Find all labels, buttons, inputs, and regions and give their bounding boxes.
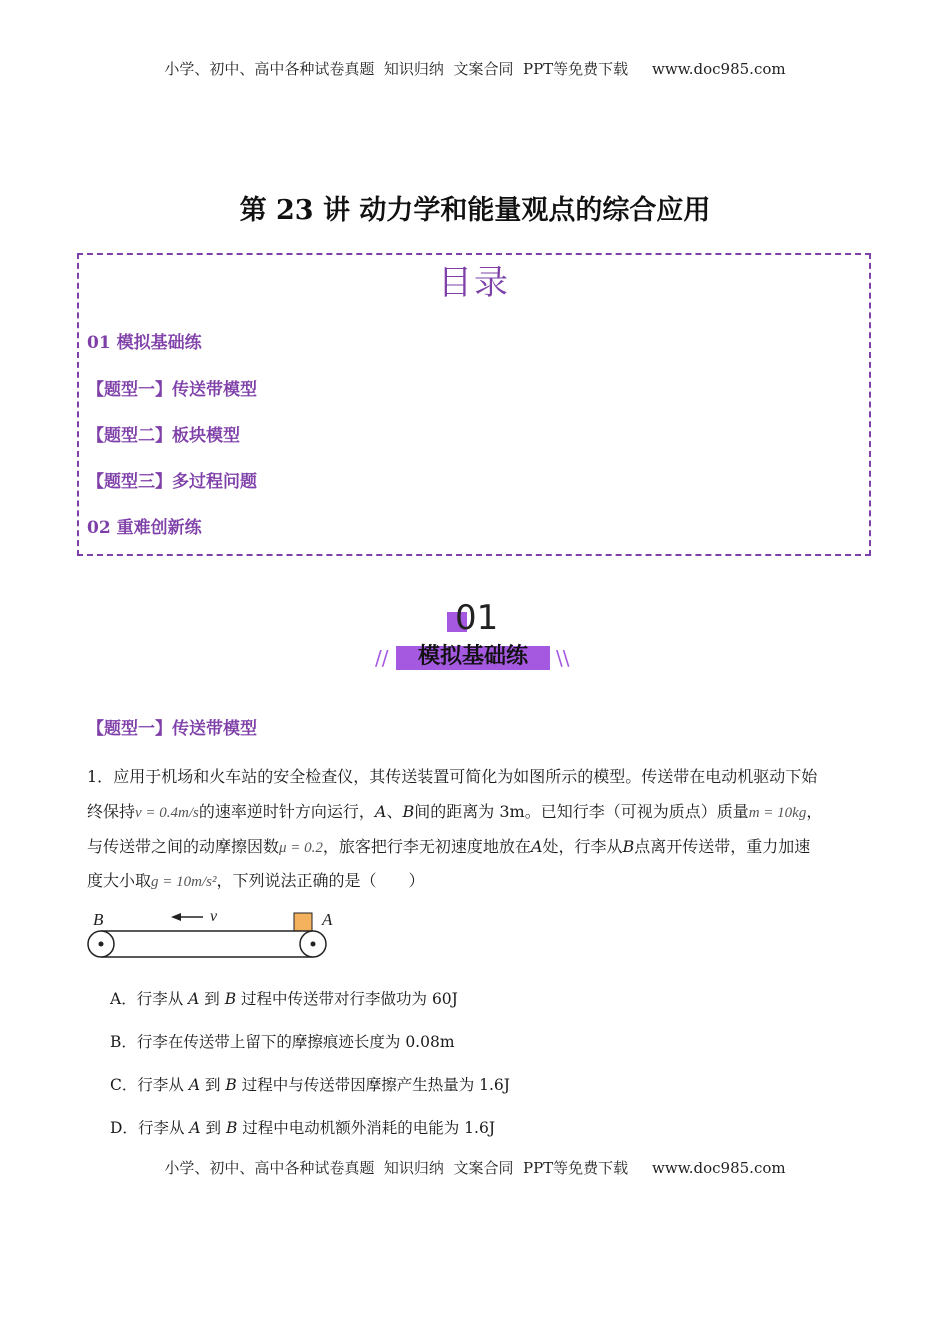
question-number: 1． [87,767,114,786]
point-b-ref: B [225,1076,237,1094]
option-letter: C． [110,1076,138,1094]
option-d[interactable] [110,1111,900,1145]
point-a-ref: A [189,1119,201,1137]
page-title: 第 23 讲 动力学和能量观点的综合应用 [239,195,711,226]
q-text: 与传送带之间的动摩擦因数 [87,837,280,856]
q-text: 的速率逆时针方向运行， [198,802,375,821]
option-letter: D． [110,1119,138,1137]
option-a[interactable] [110,982,900,1016]
math-friction: μ = 0.2 [279,840,323,856]
math-gravity: g = 10m/s² [151,874,217,890]
toc-item-type-three[interactable]: 【题型三】多过程问题 [87,472,257,492]
option-text: 行李从 [137,1076,189,1094]
point-b-ref: B [224,990,237,1008]
page-footer: 小学、初中、高中各种试卷真题 知识归纳 文案合同 PPT等免费下载 www.doc985.com [164,1159,786,1177]
q-text: 、 [386,802,403,821]
option-text: 过程中传送带对行李做功为 60J [236,990,458,1008]
toc-item-type-one[interactable]: 【题型一】传送带模型 [87,380,257,400]
point-b-ref: B [622,837,635,856]
toc-item-advanced-practice[interactable]: 02 重难创新练 [87,518,202,538]
point-a-ref: A [530,837,543,856]
option-text: 到 [199,990,225,1008]
q-text: 处，行李从 [542,837,623,856]
option-text: 行李从 [136,990,189,1008]
q-text: ，下列说法正确的是（ ） [216,871,425,890]
option-text: 过程中与传送带因摩擦产生热量为 1.6J [236,1076,510,1094]
luggage-box [294,913,312,931]
math-velocity: v = 0.4m/s [135,805,199,821]
toc-item-basic-practice[interactable]: 01 模拟基础练 [87,333,202,353]
decorative-slash-left: // [375,646,389,670]
question-line-3 [87,830,877,865]
q-text: 终保持 [87,802,136,821]
point-a-ref: A [374,802,387,821]
option-text: 到 [200,1119,226,1137]
question-text-1: 应用于机场和火车站的安全检查仪，其传送装置可简化为如图所示的模型。传送带在电动机驱动下始 [113,767,818,786]
conveyor-diagram [85,905,335,965]
math-mass: m = 10kg [748,805,807,821]
point-b-ref: B [402,802,415,821]
toc-heading: 目录 [438,263,510,303]
q-text: 间的距离为 3m。已知行李（可视为质点）质量 [414,802,749,821]
label-b: B [93,910,104,929]
question-line-4 [87,864,877,899]
question-line-2 [87,795,877,830]
q-text: ，旅客把行李无初速度地放在 [322,837,531,856]
option-letter: A． [110,990,137,1008]
option-text: 行李从 [137,1119,190,1137]
question-line-1 [87,760,877,794]
option-c[interactable] [110,1068,900,1102]
velocity-arrowhead [171,913,181,921]
point-b-ref: B [225,1119,238,1137]
label-v: v [210,908,218,925]
section-badge-number: 01 [455,598,499,638]
point-a-ref: A [188,1076,201,1094]
q-text: 度大小取 [87,871,152,890]
q-text: 点离开传送带，重力加速 [634,837,811,856]
section-heading: 【题型一】传送带模型 [87,719,257,739]
option-b[interactable] [110,1025,900,1059]
option-text: 到 [200,1076,226,1094]
label-a: A [322,910,333,929]
decorative-slash-right: \\ [556,646,570,670]
left-pulley-axle [99,942,104,947]
q-text: ， [806,802,823,821]
right-pulley-axle [311,942,316,947]
option-letter: B． [110,1033,137,1051]
option-text: 行李在传送带上留下的摩擦痕迹长度为 0.08m [136,1033,455,1051]
section-badge-label: 模拟基础练 [417,644,528,669]
page-header: 小学、初中、高中各种试卷真题 知识归纳 文案合同 PPT等免费下载 www.doc985.com [164,60,786,78]
point-a-ref: A [188,990,200,1008]
toc-item-type-two[interactable]: 【题型二】板块模型 [87,426,240,446]
option-text: 过程中电动机额外消耗的电能为 1.6J [237,1119,496,1137]
